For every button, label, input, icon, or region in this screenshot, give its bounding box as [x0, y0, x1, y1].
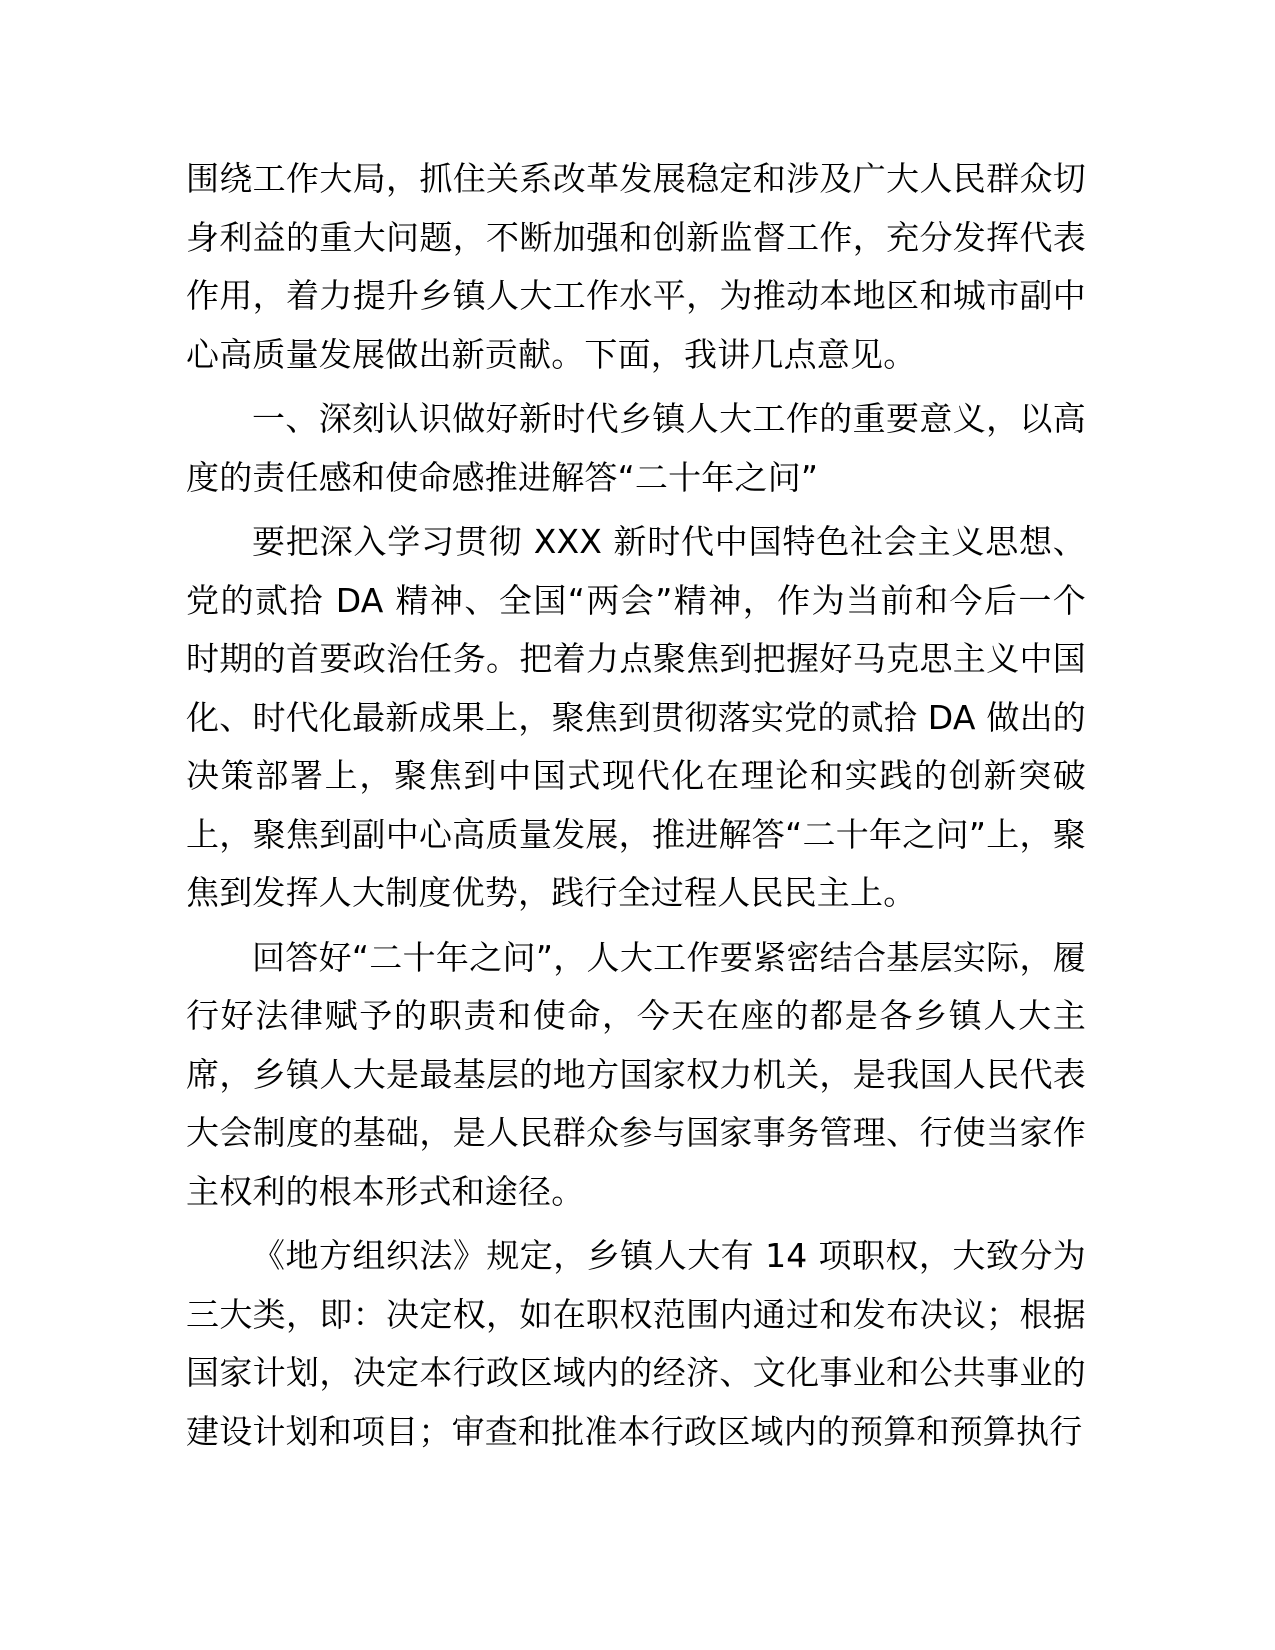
section-heading-1: 一、深刻认识做好新时代乡镇人大工作的重要意义，以高度的责任感和使命感推进解答“二十年之问”	[186, 399, 1086, 497]
document-body	[186, 150, 1086, 1461]
paragraph-answer: 回答好“二十年之问”，人大工作要紧密结合基层实际，履行好法律赋予的职责和使命，今天在座的都是各乡镇人大主席，乡镇人大是最基层的地方国家权力机关，是我国人民代表大会制度的基础，是人民群众参与国家事务管理、行使当家作主权利的根本形式和途径。	[186, 937, 1086, 1211]
paragraph-intro: 围绕工作大局，抓住关系改革发展稳定和涉及广大人民群众切身利益的重大问题，不断加强和创新监督工作，充分发挥代表作用，着力提升乡镇人大工作水平，为推动本地区和城市副中心高质量发展做出新贡献。下面，我讲几点意见。	[186, 159, 1086, 374]
paragraph-study: 要把深入学习贯彻 XXX 新时代中国特色社会主义思想、党的贰拾 DA 精神、全国“两会”精神，作为当前和今后一个时期的首要政治任务。把着力点聚焦到把握好马克思主义中国化、时代化最新成果上，聚焦到贯彻落实党的贰拾 DA 做出的决策部署上，聚焦到中国式现代化在理论和实践的创新突破上，聚焦到副中心高质量发展，推进解答“二十年之问”上，聚焦到发挥人大制度优势，践行全过程人民民主上。	[186, 522, 1086, 912]
paragraph-organic-law: 《地方组织法》规定，乡镇人大有 14 项职权，大致分为三大类，即：决定权，如在职权范围内通过和发布决议；根据国家计划，决定本行政区域内的经济、文化事业和公共事业的建设计划和项目；审查和批准本行政区域内的预算和预算执行	[186, 1236, 1086, 1451]
